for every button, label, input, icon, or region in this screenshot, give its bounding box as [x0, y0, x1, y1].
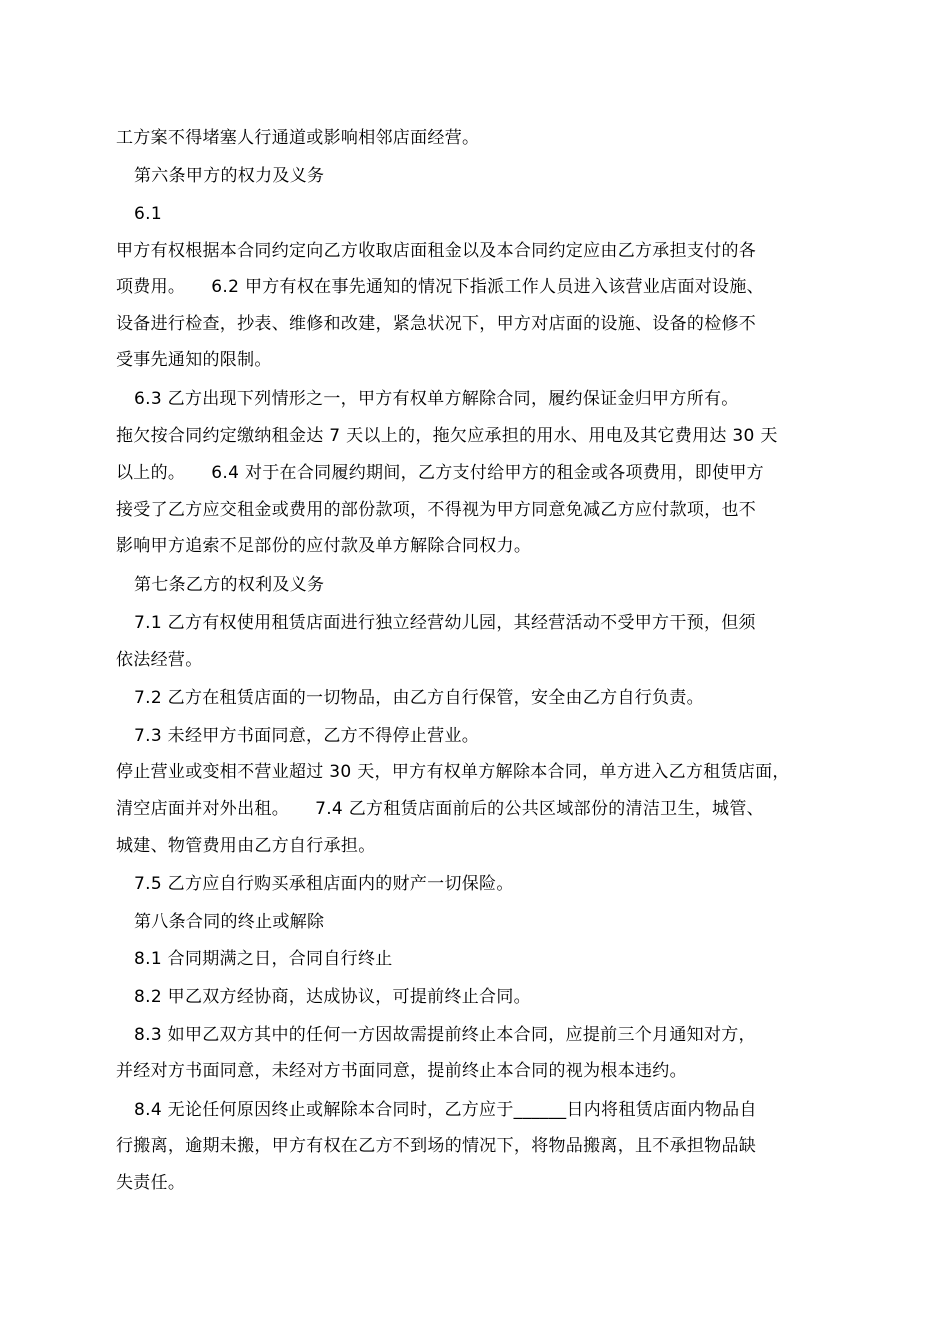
text-line: 清空店面并对外出租。 7.4 乙方租赁店面前后的公共区域部份的清洁卫生，城管、: [116, 799, 764, 819]
text-line: 接受了乙方应交租金或费用的部份款项，不得视为甲方同意免减乙方应付款项，也不: [116, 500, 757, 520]
text-line: 甲方有权根据本合同约定向乙方收取店面租金以及本合同约定应由乙方承担支付的各: [116, 241, 757, 261]
text-line: 8.4 无论任何原因终止或解除本合同时，乙方应于______日内将租赁店面内物品自: [134, 1100, 757, 1120]
text-line: 8.3 如甲乙双方其中的任何一方因故需提前终止本合同，应提前三个月通知对方，: [134, 1025, 756, 1045]
text-line: 失责任。: [116, 1173, 186, 1193]
section-heading: 第七条乙方的权利及义务: [134, 575, 325, 595]
text-line: 依法经营。: [116, 650, 203, 670]
clause-number: 6.1: [134, 204, 162, 224]
text-line: 停止营业或变相不营业超过 30 天，甲方有权单方解除本合同，单方进入乙方租赁店面，: [116, 762, 790, 782]
text-line: 8.2 甲乙双方经协商，达成协议，可提前终止合同。: [134, 987, 531, 1007]
text-line: 行搬离，逾期未搬，甲方有权在乙方不到场的情况下，将物品搬离，且不承担物品缺: [116, 1136, 757, 1156]
text-line: 7.3 未经甲方书面同意，乙方不得停止营业。: [134, 726, 480, 746]
text-line: 以上的。 6.4 对于在合同履约期间，乙方支付给甲方的租金或各项费用，即使甲方: [116, 463, 764, 483]
text-line: 项费用。 6.2 甲方有权在事先通知的情况下指派工作人员进入该营业店面对设施、: [116, 277, 764, 297]
text-line: 7.2 乙方在租赁店面的一切物品，由乙方自行保管，安全由乙方自行负责。: [134, 688, 704, 708]
text-line: 7.5 乙方应自行购买承租店面内的财产一切保险。: [134, 874, 514, 894]
text-line: 拖欠按合同约定缴纳租金达 7 天以上的，拖欠应承担的用水、用电及其它费用达 30 天: [116, 426, 778, 446]
text-line: 8.1 合同期满之日，合同自行终止: [134, 949, 393, 969]
text-line: 城建、物管费用由乙方自行承担。: [116, 836, 376, 856]
text-line: 6.3 乙方出现下列情形之一，甲方有权单方解除合同，履约保证金归甲方所有。: [134, 389, 739, 409]
section-heading: 第八条合同的终止或解除: [134, 912, 325, 932]
text-line: 工方案不得堵塞人行通道或影响相邻店面经营。: [116, 128, 480, 148]
text-line: 设备进行检查，抄表、维修和改建，紧急状况下，甲方对店面的设施、设备的检修不: [116, 314, 757, 334]
text-line: 影响甲方追索不足部份的应付款及单方解除合同权力。: [116, 536, 532, 556]
text-line: 7.1 乙方有权使用租赁店面进行独立经营幼儿园，其经营活动不受甲方干预，但须: [134, 613, 756, 633]
text-line: 并经对方书面同意，未经对方书面同意，提前终止本合同的视为根本违约。: [116, 1061, 687, 1081]
section-heading: 第六条甲方的权力及义务: [134, 166, 325, 186]
text-line: 受事先通知的限制。: [116, 350, 272, 370]
